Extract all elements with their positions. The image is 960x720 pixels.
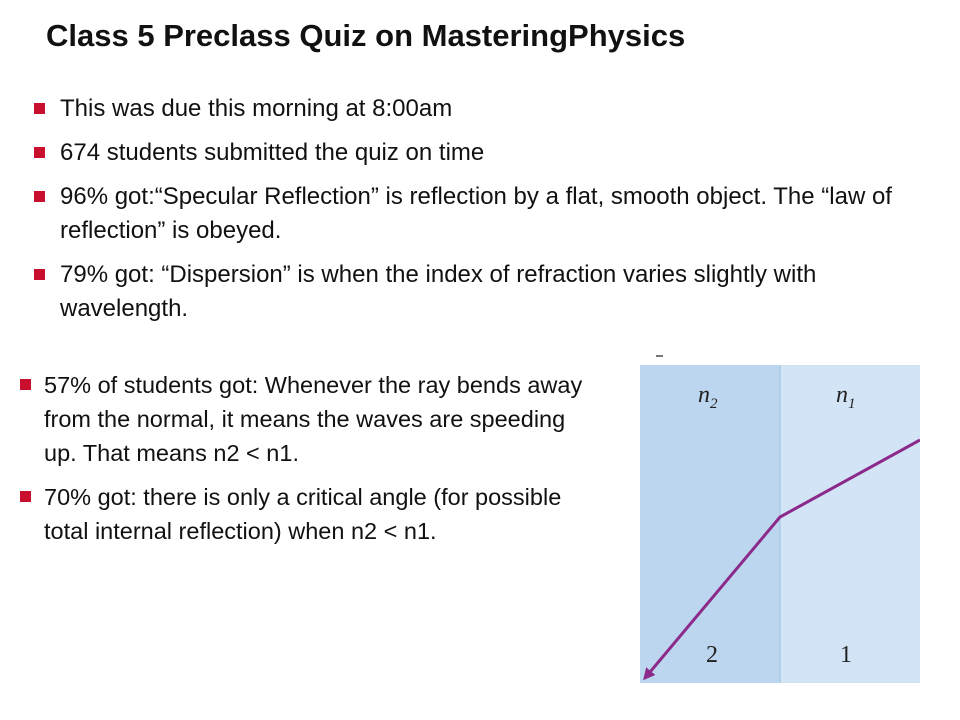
bullet-text: This was due this morning at 8:00am: [60, 95, 453, 122]
bullet-item: [60, 258, 930, 326]
bullet-text: 674 students submitted the quiz on time: [60, 139, 485, 166]
slide-tick-mark: [656, 355, 663, 357]
region-2-label: 2: [706, 642, 718, 668]
bullet-text: 70% got: there is only a critical angle (for possible total internal reflection) when n2 < n1.: [44, 484, 562, 544]
n1-label: $n_1$: [836, 382, 856, 412]
region-1-label: 1: [840, 642, 852, 668]
medium-1-region: [780, 365, 920, 683]
square-bullet-icon: [34, 269, 45, 280]
medium-2-region: [640, 365, 780, 683]
bottom-bullet-list: [44, 368, 589, 558]
top-bullet-list: [60, 92, 930, 336]
square-bullet-icon: [34, 191, 45, 202]
bullet-item: [60, 180, 930, 248]
refraction-diagram: [640, 360, 920, 685]
slide-title: Class 5 Preclass Quiz on MasteringPhysics: [46, 18, 686, 53]
bullet-item: [44, 368, 589, 470]
square-bullet-icon: [34, 147, 45, 158]
n2-label: $n_2$: [698, 382, 718, 412]
bullet-item: [44, 480, 589, 548]
bullet-text: 57% of students got: Whenever the ray bends away from the normal, it means the waves are speeding up. That means n2 < n1.: [44, 372, 583, 466]
square-bullet-icon: [20, 379, 31, 390]
bullet-text: 79% got: “Dispersion” is when the index of refraction varies slightly with wavelength.: [60, 261, 817, 322]
bullet-text: 96% got:“Specular Reflection” is reflection by a flat, smooth object. The “law of reflection” is obeyed.: [60, 183, 892, 244]
bullet-item: [60, 92, 930, 126]
bullet-item: [60, 136, 930, 170]
square-bullet-icon: [34, 103, 45, 114]
square-bullet-icon: [20, 491, 31, 502]
